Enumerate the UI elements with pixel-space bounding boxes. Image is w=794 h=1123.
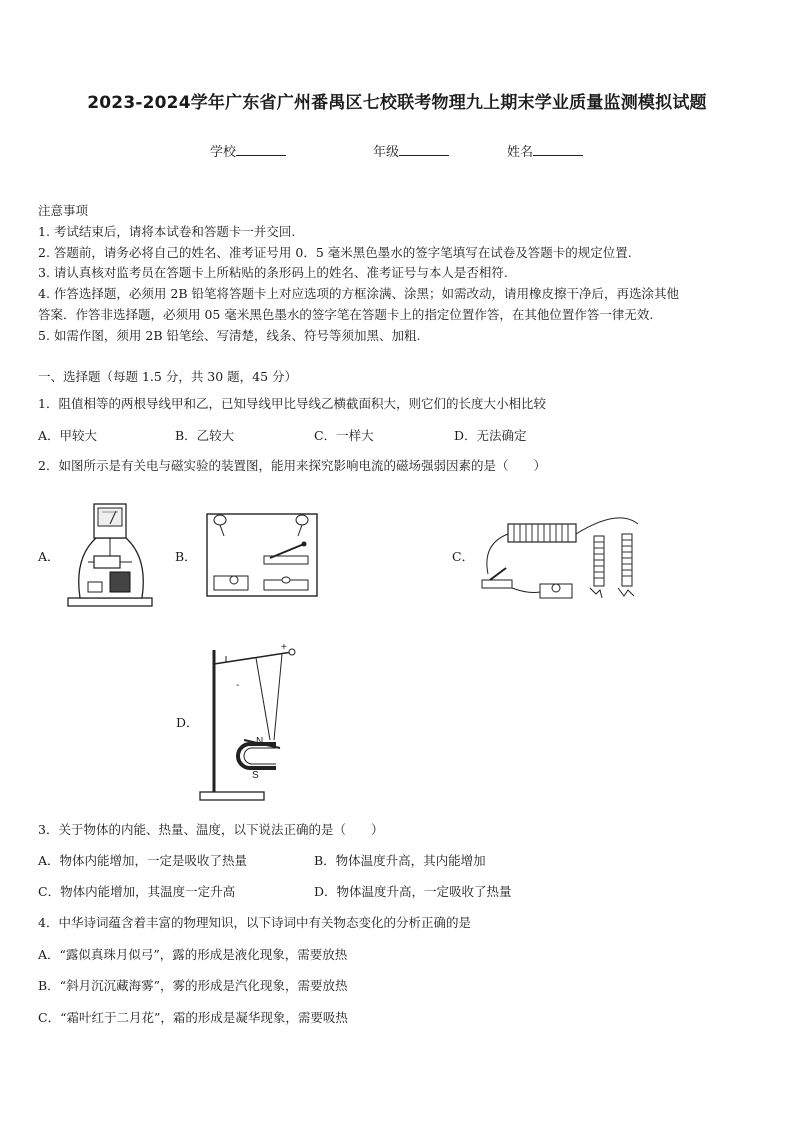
notice-item: 4. 作答选择题，必须用 2B 铅笔将答题卡上对应选项的方框涂满、涂黑；如需改动，请用橡皮擦干净后，再选涂其他	[38, 286, 679, 301]
q3-option-b: B．物体温度升高，其内能增加	[314, 853, 486, 868]
q4-option-b: B．“斜月沉沉藏海雾”，雾的形成是汽化现象，需要放热	[38, 978, 348, 993]
question-1-stem: 1．阻值相等的两根导线甲和乙，已知导线甲比导线乙横截面积大，则它们的长度大小相比较	[38, 396, 546, 411]
q2-figure-a	[66, 498, 156, 610]
q4-option-a: A．“露似真珠月似弓”，露的形成是液化现象，需要放热	[38, 947, 348, 962]
q2-label-d: D．	[176, 715, 199, 730]
name-blank	[533, 143, 583, 156]
question-2-stem: 2．如图所示是有关电与磁实验的装置图，能用来探究影响电流的磁场强弱因素的是（ ）	[38, 458, 546, 473]
grade-blank	[399, 143, 449, 156]
minus-terminal: -	[236, 680, 240, 691]
q2-label-a: A．	[38, 549, 60, 564]
q2-figure-c	[478, 514, 674, 604]
notice-heading: 注意事项	[38, 203, 89, 218]
q1-option-c: C．一样大	[314, 428, 374, 443]
south-pole-label: S	[252, 770, 259, 781]
notice-item: 答案．作答非选择题，必须用 05 毫米黑色墨水的签字笔在答题卡上的指定位置作答，在其他位置作答一律无效.	[38, 307, 654, 322]
grade-field	[373, 141, 449, 160]
name-label: 姓名	[507, 145, 534, 160]
notice-item: 5. 如需作图，须用 2B 铅笔绘、写清楚，线条、符号等须加黑、加粗.	[38, 328, 421, 343]
notice-item: 2. 答题前，请务必将自己的姓名、准考证号用 0．5 毫米黑色墨水的签字笔填写在试卷及答题卡的规定位置.	[38, 245, 632, 260]
page-title: 2023-2024学年广东省广州番禺区七校联考物理九上期末学业质量监测模拟试题	[87, 93, 707, 113]
school-field	[210, 141, 286, 160]
q3-option-d: D．物体温度升高，一定吸收了热量	[314, 884, 512, 899]
q1-option-b: B．乙较大	[175, 428, 235, 443]
q3-option-c: C．物体内能增加，其温度一定升高	[38, 884, 236, 899]
q2-figure-b	[204, 510, 322, 600]
north-pole-label: N	[256, 736, 264, 747]
q1-option-a: A．甲较大	[38, 428, 98, 443]
q4-option-c: C．“霜叶红于二月花”，霜的形成是凝华现象，需要吸热	[38, 1010, 348, 1025]
q2-label-c: C．	[452, 549, 475, 564]
school-blank	[236, 143, 286, 156]
q3-option-a: A．物体内能增加，一定是吸收了热量	[38, 853, 248, 868]
question-3-stem: 3．关于物体的内能、热量、温度，以下说法正确的是（ ）	[38, 822, 384, 837]
grade-label: 年级	[373, 145, 400, 160]
q2-label-b: B．	[175, 549, 197, 564]
section-heading: 一、选择题（每题 1.5 分，共 30 题，45 分）	[38, 369, 298, 384]
school-label: 学校	[210, 145, 237, 160]
name-field	[507, 141, 583, 160]
q1-option-d: D．无法确定	[454, 428, 527, 443]
question-4-stem: 4．中华诗词蕴含着丰富的物理知识，以下诗词中有关物态变化的分析正确的是	[38, 915, 471, 930]
q2-figure-d	[196, 636, 306, 804]
notice-item: 3. 请认真核对监考员在答题卡上所粘贴的条形码上的姓名、准考证号与本人是否相符.	[38, 265, 508, 280]
notice-item: 1. 考试结束后，请将本试卷和答题卡一并交回.	[38, 224, 296, 239]
plus-terminal: +	[281, 642, 287, 653]
